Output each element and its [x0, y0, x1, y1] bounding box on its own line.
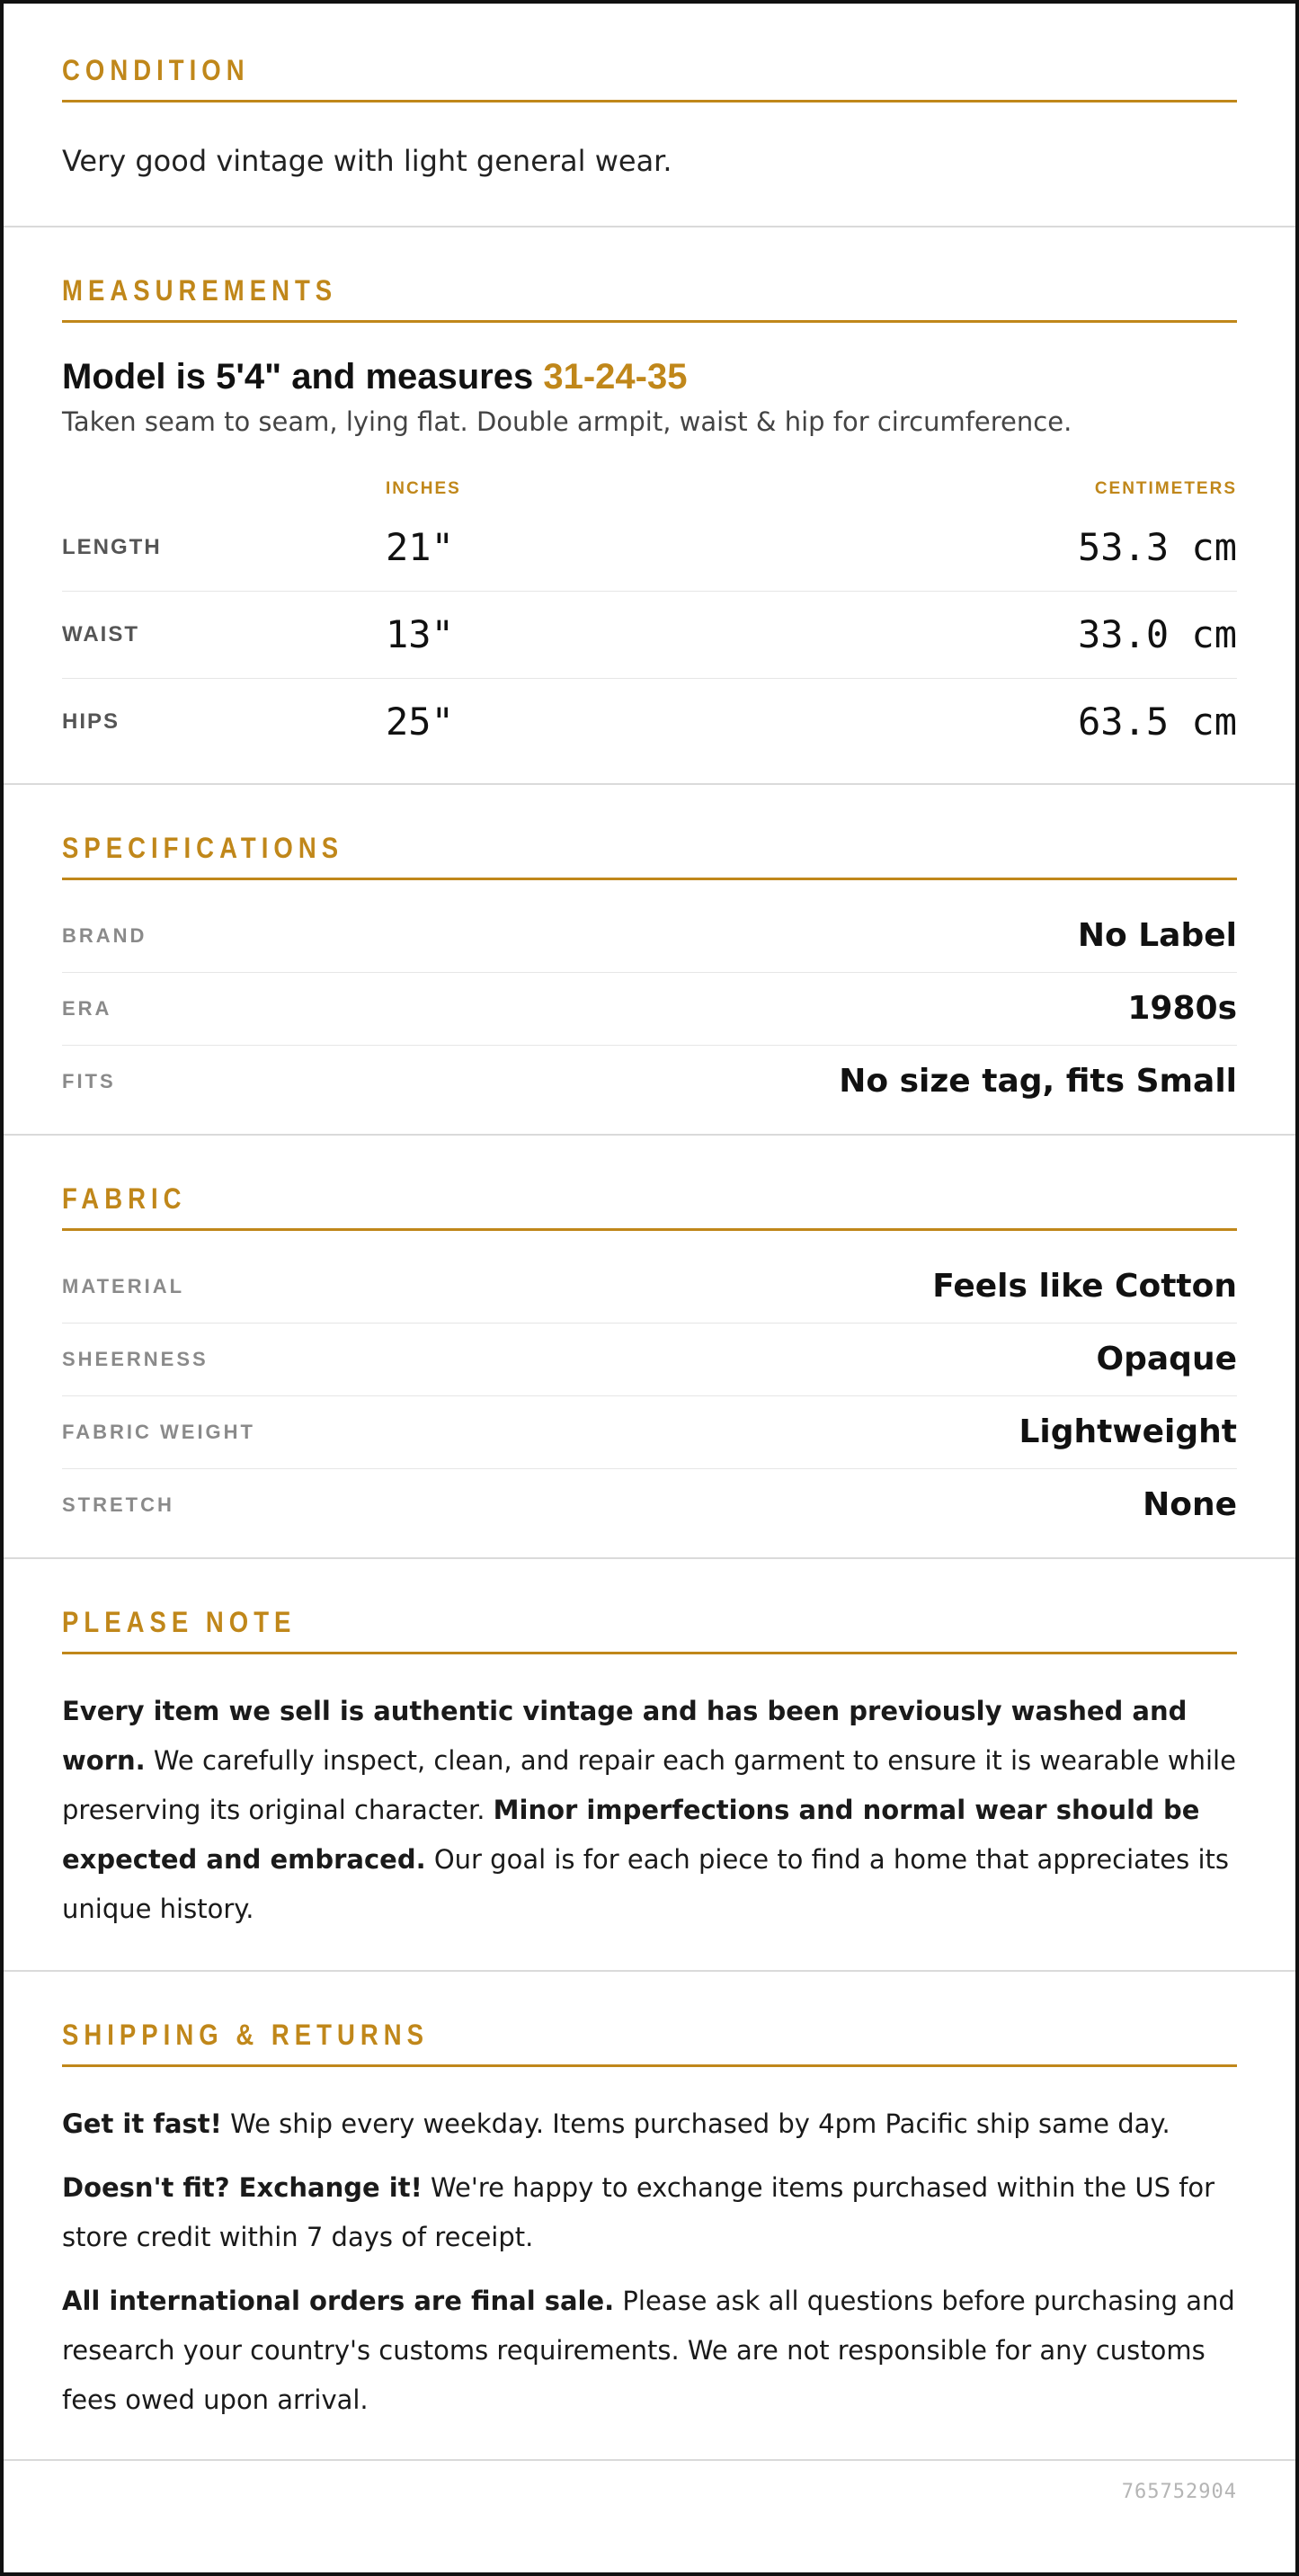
note-bold-authentic: Every item we sell is authentic vintage and has been previously washed and worn.	[62, 1695, 1188, 1776]
model-measurements	[62, 357, 1237, 397]
column-header-blank	[62, 479, 386, 499]
model-prefix: Model is 5'4" and measures	[62, 357, 544, 397]
shipping-text-exchange: We're happy to exchange items purchased within the US for store credit within 7 days of receipt.	[62, 2171, 1215, 2252]
spec-label: ERA	[62, 996, 112, 1020]
fabric-row-stretch	[62, 1469, 1237, 1541]
fabric-row-sheerness	[62, 1324, 1237, 1396]
measurement-inches: 13"	[386, 612, 454, 657]
column-header-centimeters: CENTIMETERS	[1094, 478, 1237, 498]
measurement-label: LENGTH	[62, 534, 162, 559]
fabric-header	[62, 1182, 1237, 1231]
fabric-row-weight	[62, 1396, 1237, 1469]
specifications-list	[62, 900, 1237, 1118]
measurements-section	[4, 227, 1295, 784]
specifications-title: SPECIFICATIONS	[62, 831, 344, 864]
shipping-text-international: Please ask all questions before purchasing and research your country's customs requirements. We are not responsible for any customs fees owed upon arrival.	[62, 2285, 1235, 2415]
specifications-section	[4, 785, 1295, 1136]
fabric-row-material	[62, 1251, 1237, 1324]
footer-item-id: 765752904	[1121, 2480, 1237, 2503]
specifications-header	[62, 832, 1237, 880]
spec-row-brand	[62, 900, 1237, 973]
spec-value: No Label	[1077, 917, 1237, 955]
please-note-section	[4, 1559, 1295, 1972]
fabric-value: Opaque	[1096, 1341, 1237, 1378]
note-bold-imperfections: Minor imperfections and normal wear should be expected and embraced.	[62, 1794, 1200, 1875]
shipping-header	[62, 2019, 1237, 2067]
measurements-title: MEASUREMENTS	[62, 274, 338, 308]
fabric-section	[4, 1136, 1295, 1559]
measurements-header	[62, 274, 1237, 323]
shipping-paragraph-fast	[62, 2099, 1237, 2149]
spec-label: BRAND	[62, 923, 147, 947]
fabric-label: MATERIAL	[62, 1274, 185, 1297]
please-note-text	[62, 1687, 1237, 1934]
measurement-label: HIPS	[62, 709, 120, 734]
shipping-bold-fast: Get it fast!	[62, 2108, 222, 2139]
fabric-value: Feels like Cotton	[932, 1268, 1237, 1306]
measurement-row-waist	[62, 592, 1237, 679]
measurement-centimeters: 53.3 cm	[1077, 525, 1237, 570]
shipping-title: SHIPPING & RETURNS	[62, 2018, 430, 2051]
condition-header	[62, 54, 1237, 103]
measurement-row-hips	[62, 679, 1237, 765]
spec-row-era	[62, 973, 1237, 1046]
measurement-centimeters: 63.5 cm	[1077, 700, 1237, 744]
fabric-label: STRETCH	[62, 1493, 174, 1516]
column-header-inches: INCHES	[386, 478, 461, 498]
please-note-header	[62, 1606, 1237, 1654]
measurement-inches: 25"	[386, 700, 454, 744]
measurement-centimeters: 33.0 cm	[1077, 612, 1237, 657]
spec-value: 1980s	[1127, 990, 1237, 1028]
please-note-title: PLEASE NOTE	[62, 1605, 297, 1638]
condition-title: CONDITION	[62, 54, 250, 86]
spec-row-fits	[62, 1046, 1237, 1118]
shipping-list	[62, 2099, 1237, 2425]
fabric-title: FABRIC	[62, 1181, 187, 1215]
fabric-value: None	[1143, 1486, 1237, 1524]
shipping-section	[4, 1972, 1295, 2461]
fabric-label: SHEERNESS	[62, 1347, 209, 1370]
measurement-column-headers	[62, 479, 1237, 499]
note-text-inspect: We carefully inspect, clean, and repair each garment to ensure it is wearable while preserving its original character.	[62, 1744, 1236, 1825]
spec-value: No size tag, fits Small	[839, 1063, 1237, 1101]
fabric-value: Lightweight	[1019, 1413, 1237, 1451]
measurement-row-length	[62, 504, 1237, 592]
shipping-bold-international: All international orders are final sale.	[62, 2285, 615, 2316]
spec-label: FITS	[62, 1069, 116, 1092]
shipping-paragraph-exchange	[62, 2163, 1237, 2262]
measurement-note: Taken seam to seam, lying flat. Double armpit, waist & hip for circumference.	[62, 406, 1072, 438]
shipping-paragraph-international	[62, 2277, 1237, 2425]
note-text-goal: Our goal is for each piece to find a home that appreciates its unique history.	[62, 1843, 1230, 1924]
fabric-label: FABRIC WEIGHT	[62, 1420, 255, 1443]
shipping-text-fast: We ship every weekday. Items purchased by 4pm Pacific ship same day.	[221, 2108, 1170, 2139]
condition-section	[4, 4, 1295, 227]
shipping-bold-exchange: Doesn't fit? Exchange it!	[62, 2171, 423, 2203]
measurement-label: WAIST	[62, 621, 139, 646]
measurement-inches: 21"	[386, 525, 454, 570]
fabric-list	[62, 1251, 1237, 1541]
measurement-table	[62, 504, 1237, 765]
condition-text: Very good vintage with light general wear.	[62, 144, 672, 178]
model-stats: 31-24-35	[543, 357, 688, 397]
